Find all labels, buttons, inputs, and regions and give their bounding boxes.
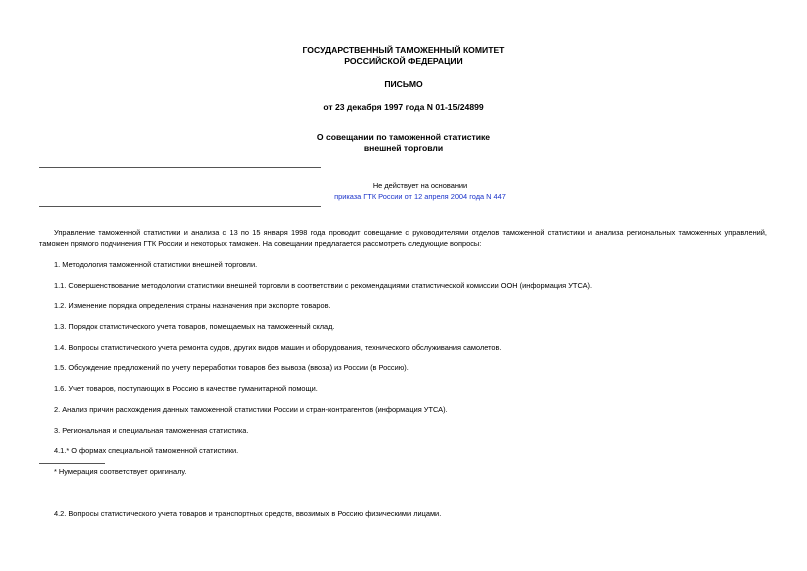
list-item-1-1: 1.1. Совершенствование методологии статистики внешней торговли в соответствии с рекомендациями статистической комиссии ООН (информация УТСА). bbox=[54, 281, 593, 290]
status-notice-link[interactable]: приказа ГТК России от 12 апреля 2004 года N 447 bbox=[334, 192, 506, 201]
document-subject-line1: О совещании по таможенной статистике bbox=[316, 132, 491, 142]
list-item-1: 1. Методология таможенной статистики внешней торговли. bbox=[54, 260, 258, 269]
status-notice-text: Не действует на основании bbox=[372, 181, 468, 190]
list-item-1-2: 1.2. Изменение порядка определения страны назначения при экспорте товаров. bbox=[54, 301, 331, 310]
document-subject-line2: внешней торговли bbox=[363, 143, 444, 153]
org-name-line2: РОССИЙСКОЙ ФЕДЕРАЦИИ bbox=[344, 56, 463, 66]
list-item-3: 3. Региональная и специальная таможенная статистика. bbox=[54, 426, 249, 435]
org-name-line1: ГОСУДАРСТВЕННЫЙ ТАМОЖЕННЫЙ КОМИТЕТ bbox=[302, 45, 505, 55]
list-item-1-6: 1.6. Учет товаров, поступающих в Россию в качестве гуманитарной помощи. bbox=[54, 384, 318, 393]
document-date-number: от 23 декабря 1997 года N 01-15/24899 bbox=[323, 102, 484, 112]
status-notice bbox=[260, 180, 580, 202]
list-item-4-2: 4.2. Вопросы статистического учета товаров и транспортных средств, ввозимых в Россию физическими лицами. bbox=[54, 509, 442, 518]
list-item-1-4: 1.4. Вопросы статистического учета ремонта судов, других видов машин и оборудования, технического обслуживания самолетов. bbox=[54, 343, 502, 352]
footnote-divider bbox=[39, 463, 105, 464]
document-type: ПИСЬМО bbox=[384, 79, 423, 89]
list-item-1-5: 1.5. Обсуждение предложений по учету переработки товаров без вывоза (ввоза) из России (в Россию). bbox=[54, 363, 409, 372]
list-item-2: 2. Анализ причин расхождения данных таможенной статистики России и стран-контрагентов (информация УТСА). bbox=[54, 405, 448, 414]
intro-paragraph: Управление таможенной статистики и анализа с 13 по 15 января 1998 года проводит совещание с руководителями отделов таможенной статистики и анализа региональных таможенных управлений, таможен прямого подчинения ГТК России и некоторых таможен. На совещании предлагается рассмотреть следующие вопросы: bbox=[39, 228, 767, 248]
status-divider-bottom bbox=[39, 206, 321, 207]
list-item-4-1: 4.1.* О формах специальной таможенной статистики. bbox=[54, 446, 239, 455]
footnote: * Нумерация соответствует оригиналу. bbox=[54, 467, 187, 476]
status-divider-top bbox=[39, 167, 321, 168]
list-item-1-3: 1.3. Порядок статистического учета товаров, помещаемых на таможенный склад. bbox=[54, 322, 335, 331]
